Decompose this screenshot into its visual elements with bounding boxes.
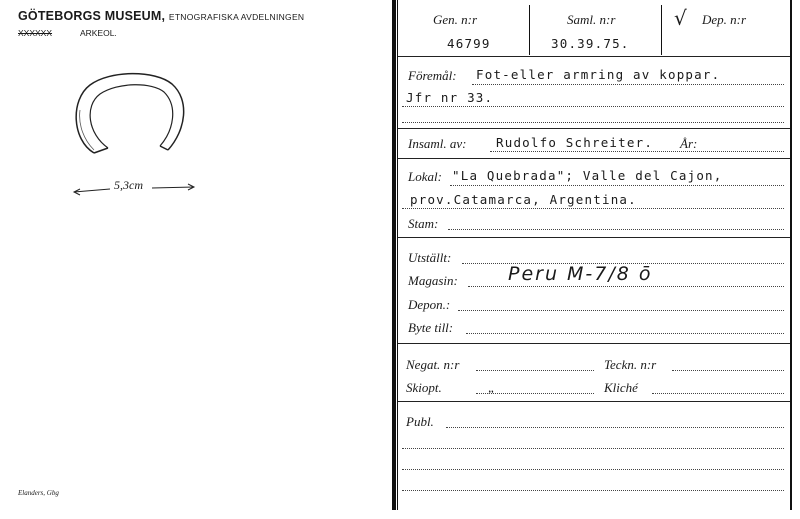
- dep-check-mark: √: [674, 6, 687, 30]
- skiopt-label: Skiopt.: [406, 380, 442, 395]
- dotted-line: [448, 229, 784, 230]
- divider: [398, 401, 790, 402]
- dotted-line: [468, 286, 784, 287]
- dotted-line: [402, 208, 784, 209]
- struck-text: XXXXXX: [18, 28, 53, 38]
- museum-name: GÖTEBORGS MUSEUM,: [18, 9, 166, 23]
- dotted-line: [402, 106, 784, 107]
- dotted-line: [402, 490, 784, 491]
- depon-label: Depon.:: [408, 297, 451, 312]
- divider: [398, 128, 790, 129]
- saml-value: 30.39.75.: [551, 36, 630, 51]
- utstallt-label: Utställt:: [408, 250, 452, 265]
- section-name: ARKEOL.: [79, 28, 117, 38]
- skiopt-mark: „: [488, 380, 496, 395]
- dotted-line: [458, 310, 784, 311]
- dotted-line: [476, 393, 594, 394]
- dimension-note: 5,3cm: [114, 178, 143, 192]
- printer-imprint: Elanders, Gbg: [18, 489, 59, 497]
- saml-label: Saml. n:r: [567, 12, 616, 27]
- magasin-value: Peru M-7/8 ō: [508, 263, 653, 285]
- museum-header: [18, 9, 304, 23]
- kliche-label: Kliché: [604, 380, 638, 395]
- dotted-line: [490, 151, 784, 152]
- card-left-border: [392, 0, 396, 510]
- insaml-label: Insaml. av:: [408, 136, 467, 151]
- lokal-label: Lokal:: [408, 169, 442, 184]
- section-line: [18, 28, 117, 38]
- dotted-line: [450, 185, 784, 186]
- dotted-line: [472, 84, 784, 85]
- stam-label: Stam:: [408, 216, 439, 231]
- negat-label: Negat. n:r: [406, 357, 460, 372]
- gen-value: 46799: [447, 36, 491, 51]
- publ-label: Publ.: [406, 414, 434, 429]
- department-name: ETNOGRAFISKA AVDELNINGEN: [168, 12, 305, 22]
- dotted-line: [402, 469, 784, 470]
- divider: [398, 158, 790, 159]
- dotted-line: [446, 427, 784, 428]
- dotted-line: [476, 370, 594, 371]
- card-left-border-thin: [397, 0, 398, 510]
- foremal-value-1: Fot-eller armring av koppar.: [476, 67, 721, 82]
- ring-sketch: [60, 70, 200, 165]
- dotted-line: [402, 122, 784, 123]
- ar-label: År:: [680, 136, 698, 151]
- insaml-value: Rudolfo Schreiter.: [496, 135, 654, 150]
- dotted-line: [402, 448, 784, 449]
- dep-label: Dep. n:r: [702, 12, 747, 27]
- dotted-line: [466, 333, 784, 334]
- lokal-value-2: prov.Catamarca, Argentina.: [410, 192, 637, 207]
- gen-divider: [529, 5, 530, 55]
- saml-divider: [661, 5, 662, 55]
- divider: [398, 343, 790, 344]
- card-right-border: [790, 0, 792, 510]
- teckn-label: Teckn. n:r: [604, 357, 657, 372]
- byte-label: Byte till:: [408, 320, 454, 335]
- magasin-label: Magasin:: [408, 273, 458, 288]
- lokal-value-1: "La Quebrada"; Valle del Cajon,: [452, 168, 723, 183]
- dotted-line: [672, 370, 784, 371]
- dotted-line: [652, 393, 784, 394]
- foremal-value-2: Jfr nr 33.: [406, 90, 494, 105]
- foremal-label: Föremål:: [408, 68, 457, 83]
- gen-label: Gen. n:r: [433, 12, 478, 27]
- divider-top: [398, 56, 790, 57]
- divider: [398, 237, 790, 238]
